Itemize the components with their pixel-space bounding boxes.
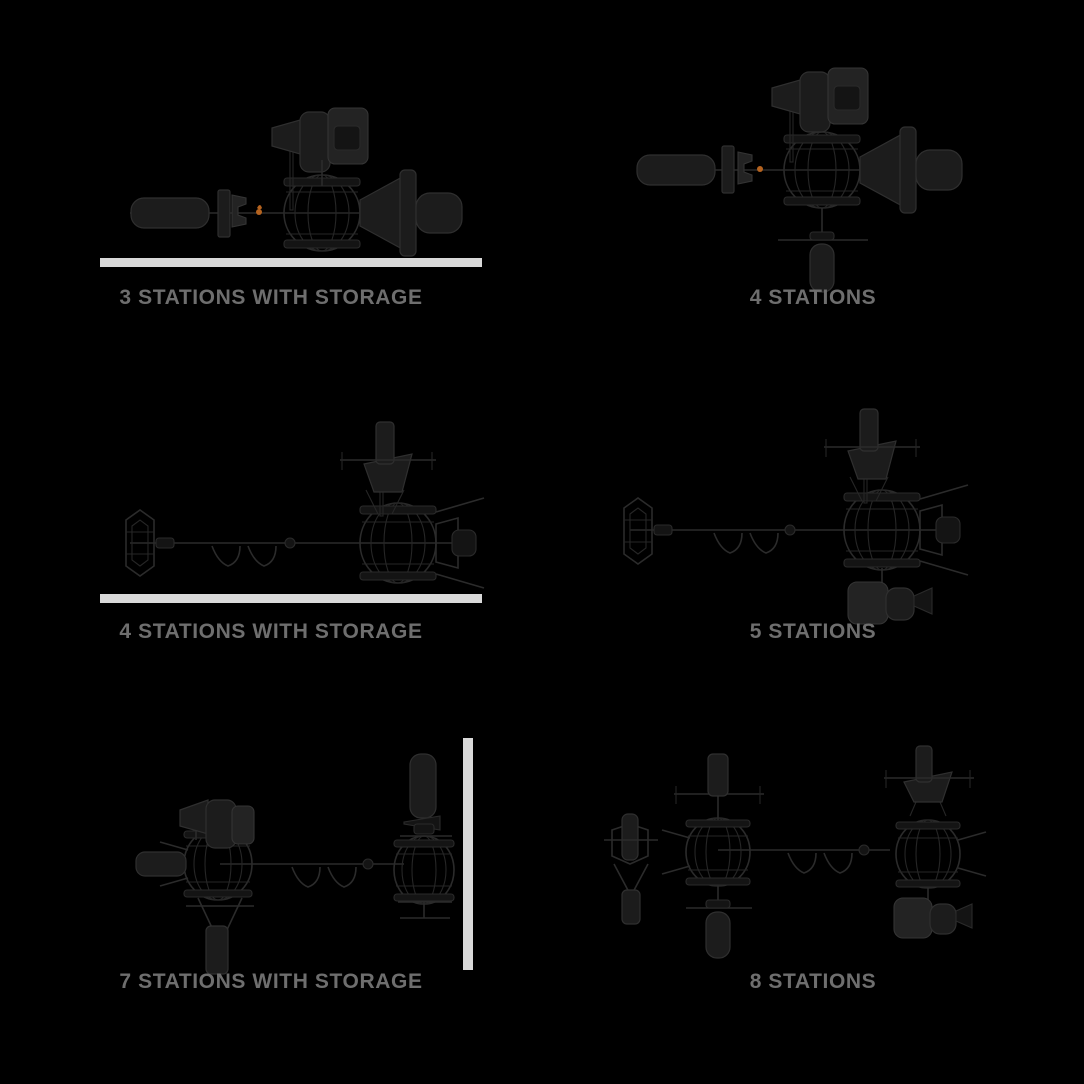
config-caption: 8 STATIONS	[749, 970, 877, 993]
config-panel-5-stations	[542, 360, 1084, 694]
config-panel-3-stations-with-storage	[0, 0, 542, 360]
gym-configuration-illustration	[542, 694, 1084, 1084]
config-panel-7-stations-with-storage	[0, 694, 542, 1084]
storage-indicator-bar	[100, 258, 482, 267]
cage-frame-left	[662, 818, 750, 886]
config-caption: 4 STATIONS WITH STORAGE	[119, 620, 423, 643]
storage-indicator-bar	[463, 738, 473, 970]
left-end-rig	[624, 498, 672, 564]
config-caption: 7 STATIONS WITH STORAGE	[119, 970, 423, 993]
cage-frame	[284, 175, 360, 251]
storage-indicator-bar	[100, 594, 482, 603]
config-panel-4-stations	[542, 0, 1084, 360]
gym-configuration-illustration	[0, 694, 542, 1084]
config-caption: 3 STATIONS WITH STORAGE	[119, 286, 423, 309]
left-standing-unit	[604, 814, 658, 924]
cage-frame-right	[896, 820, 986, 888]
config-panel-8-stations	[542, 694, 1084, 1084]
config-caption: 5 STATIONS	[749, 620, 877, 643]
cage-frame-right	[394, 836, 454, 904]
cage-frame	[784, 132, 860, 208]
config-caption: 4 STATIONS	[749, 286, 877, 309]
config-panel-4-stations-with-storage	[0, 360, 542, 694]
